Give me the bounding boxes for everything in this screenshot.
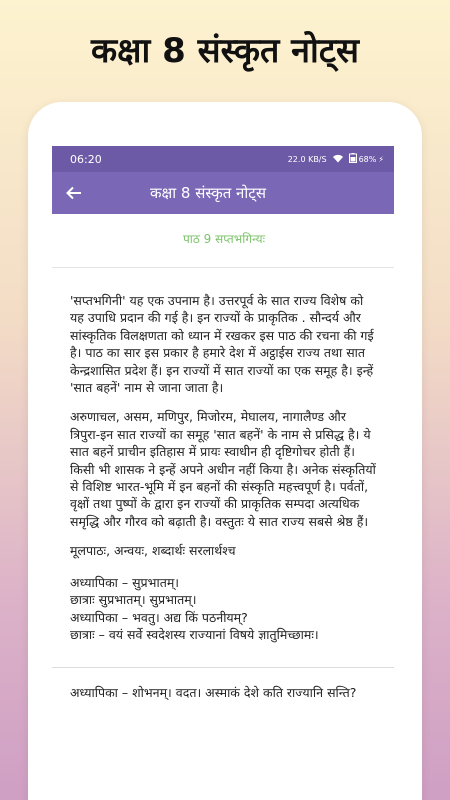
app-bar bbox=[52, 172, 394, 214]
status-icons bbox=[288, 153, 384, 165]
dialogue-line: छात्राः सुप्रभातम्। सुप्रभातम्। bbox=[70, 592, 197, 608]
promo-title: कक्षा 8 संस्कृत नोट्स bbox=[91, 31, 359, 71]
wifi-icon bbox=[332, 154, 344, 165]
dialogue-block-2 bbox=[70, 684, 378, 701]
section-heading: मूलपाठः, अन्वयः, शब्दार्थः सरलार्थश्च bbox=[70, 543, 236, 559]
status-bar bbox=[52, 146, 394, 172]
divider bbox=[52, 667, 394, 668]
app-bar-title: कक्षा 8 संस्कृत नोट्स bbox=[150, 184, 266, 202]
battery-icon bbox=[349, 153, 357, 165]
dialogue-line: अध्यापिका – भवतु। अद्य किं पठनीयम्? bbox=[70, 609, 248, 625]
status-time: 06:20 bbox=[70, 152, 102, 166]
data-speed: 22.0 KB/S bbox=[287, 154, 327, 164]
battery-indicator bbox=[349, 153, 384, 165]
intro-paragraph: 'सप्तभगिनी' यह एक उपनाम है। उत्तरपूर्व के सात राज्य विशेष को यह उपाधि प्रदान की गई है। इन राज्यों के प्राकृतिक . सौन्दर्य और सांस्कृतिक विलक्षणता को ध्यान में रखकर इस पाठ की रचना की गई है। पाठ का सार इस प्रकार है हमारे देश में अट्ठाईस राज्य तथा सात केन्द्रशासित प्रदेश हैं। इन राज्यों में सात राज्यों का एक समूह है। इन्हें 'सात बहनें' नाम से जाना जाता है। bbox=[70, 293, 374, 396]
notes-content bbox=[52, 230, 394, 702]
states-paragraph: अरुणाचल, असम, मणिपुर, मिजोरम, मेघालय, नागालैण्ड और त्रिपुरा-इन सात राज्यों का समूह 'सात बहनें' के नाम से प्रसिद्ध है। ये सात बहनें प्राचीन इतिहास में प्रायः स्वाधीन ही दृष्टिगोचर होती हैं। किसी भी शासक ने इन्हें अपने अधीन नहीं किया है। अनेक संस्कृतियों से विशिष्ट भारत-भूमि में इन बहनों की संस्कृति महत्त्वपूर्ण है। पर्वतों, वृक्षों तथा पुष्पों के द्वारा इन राज्यों की प्राकृतिक सम्पदा अत्यधिक समृद्धि और गौरव को बढ़ाती है। वस्तुतः ये सात राज्य सबसे श्रेष्ठ हैं। bbox=[70, 409, 376, 529]
lesson-title: पाठ 9 सप्तभगिन्यः bbox=[182, 232, 266, 246]
app-screen bbox=[52, 146, 394, 800]
arrow-left-icon[interactable] bbox=[66, 181, 106, 205]
charging-icon: ⚡ bbox=[378, 154, 384, 164]
divider bbox=[52, 267, 394, 268]
battery-level: 68% bbox=[358, 154, 377, 164]
dialogue-line: छात्राः – वयं सर्वे स्वदेशस्य राज्यानां विषये ज्ञातुमिच्छामः। bbox=[70, 626, 319, 642]
dialogue-line: अध्यापिका – सुप्रभातम्। bbox=[70, 574, 180, 590]
dialogue-line: अध्यापिका – शोभनम्। वदत। अस्माकं देशे कति राज्यानि सन्ति? bbox=[70, 685, 357, 701]
dialogue-block bbox=[70, 574, 378, 644]
